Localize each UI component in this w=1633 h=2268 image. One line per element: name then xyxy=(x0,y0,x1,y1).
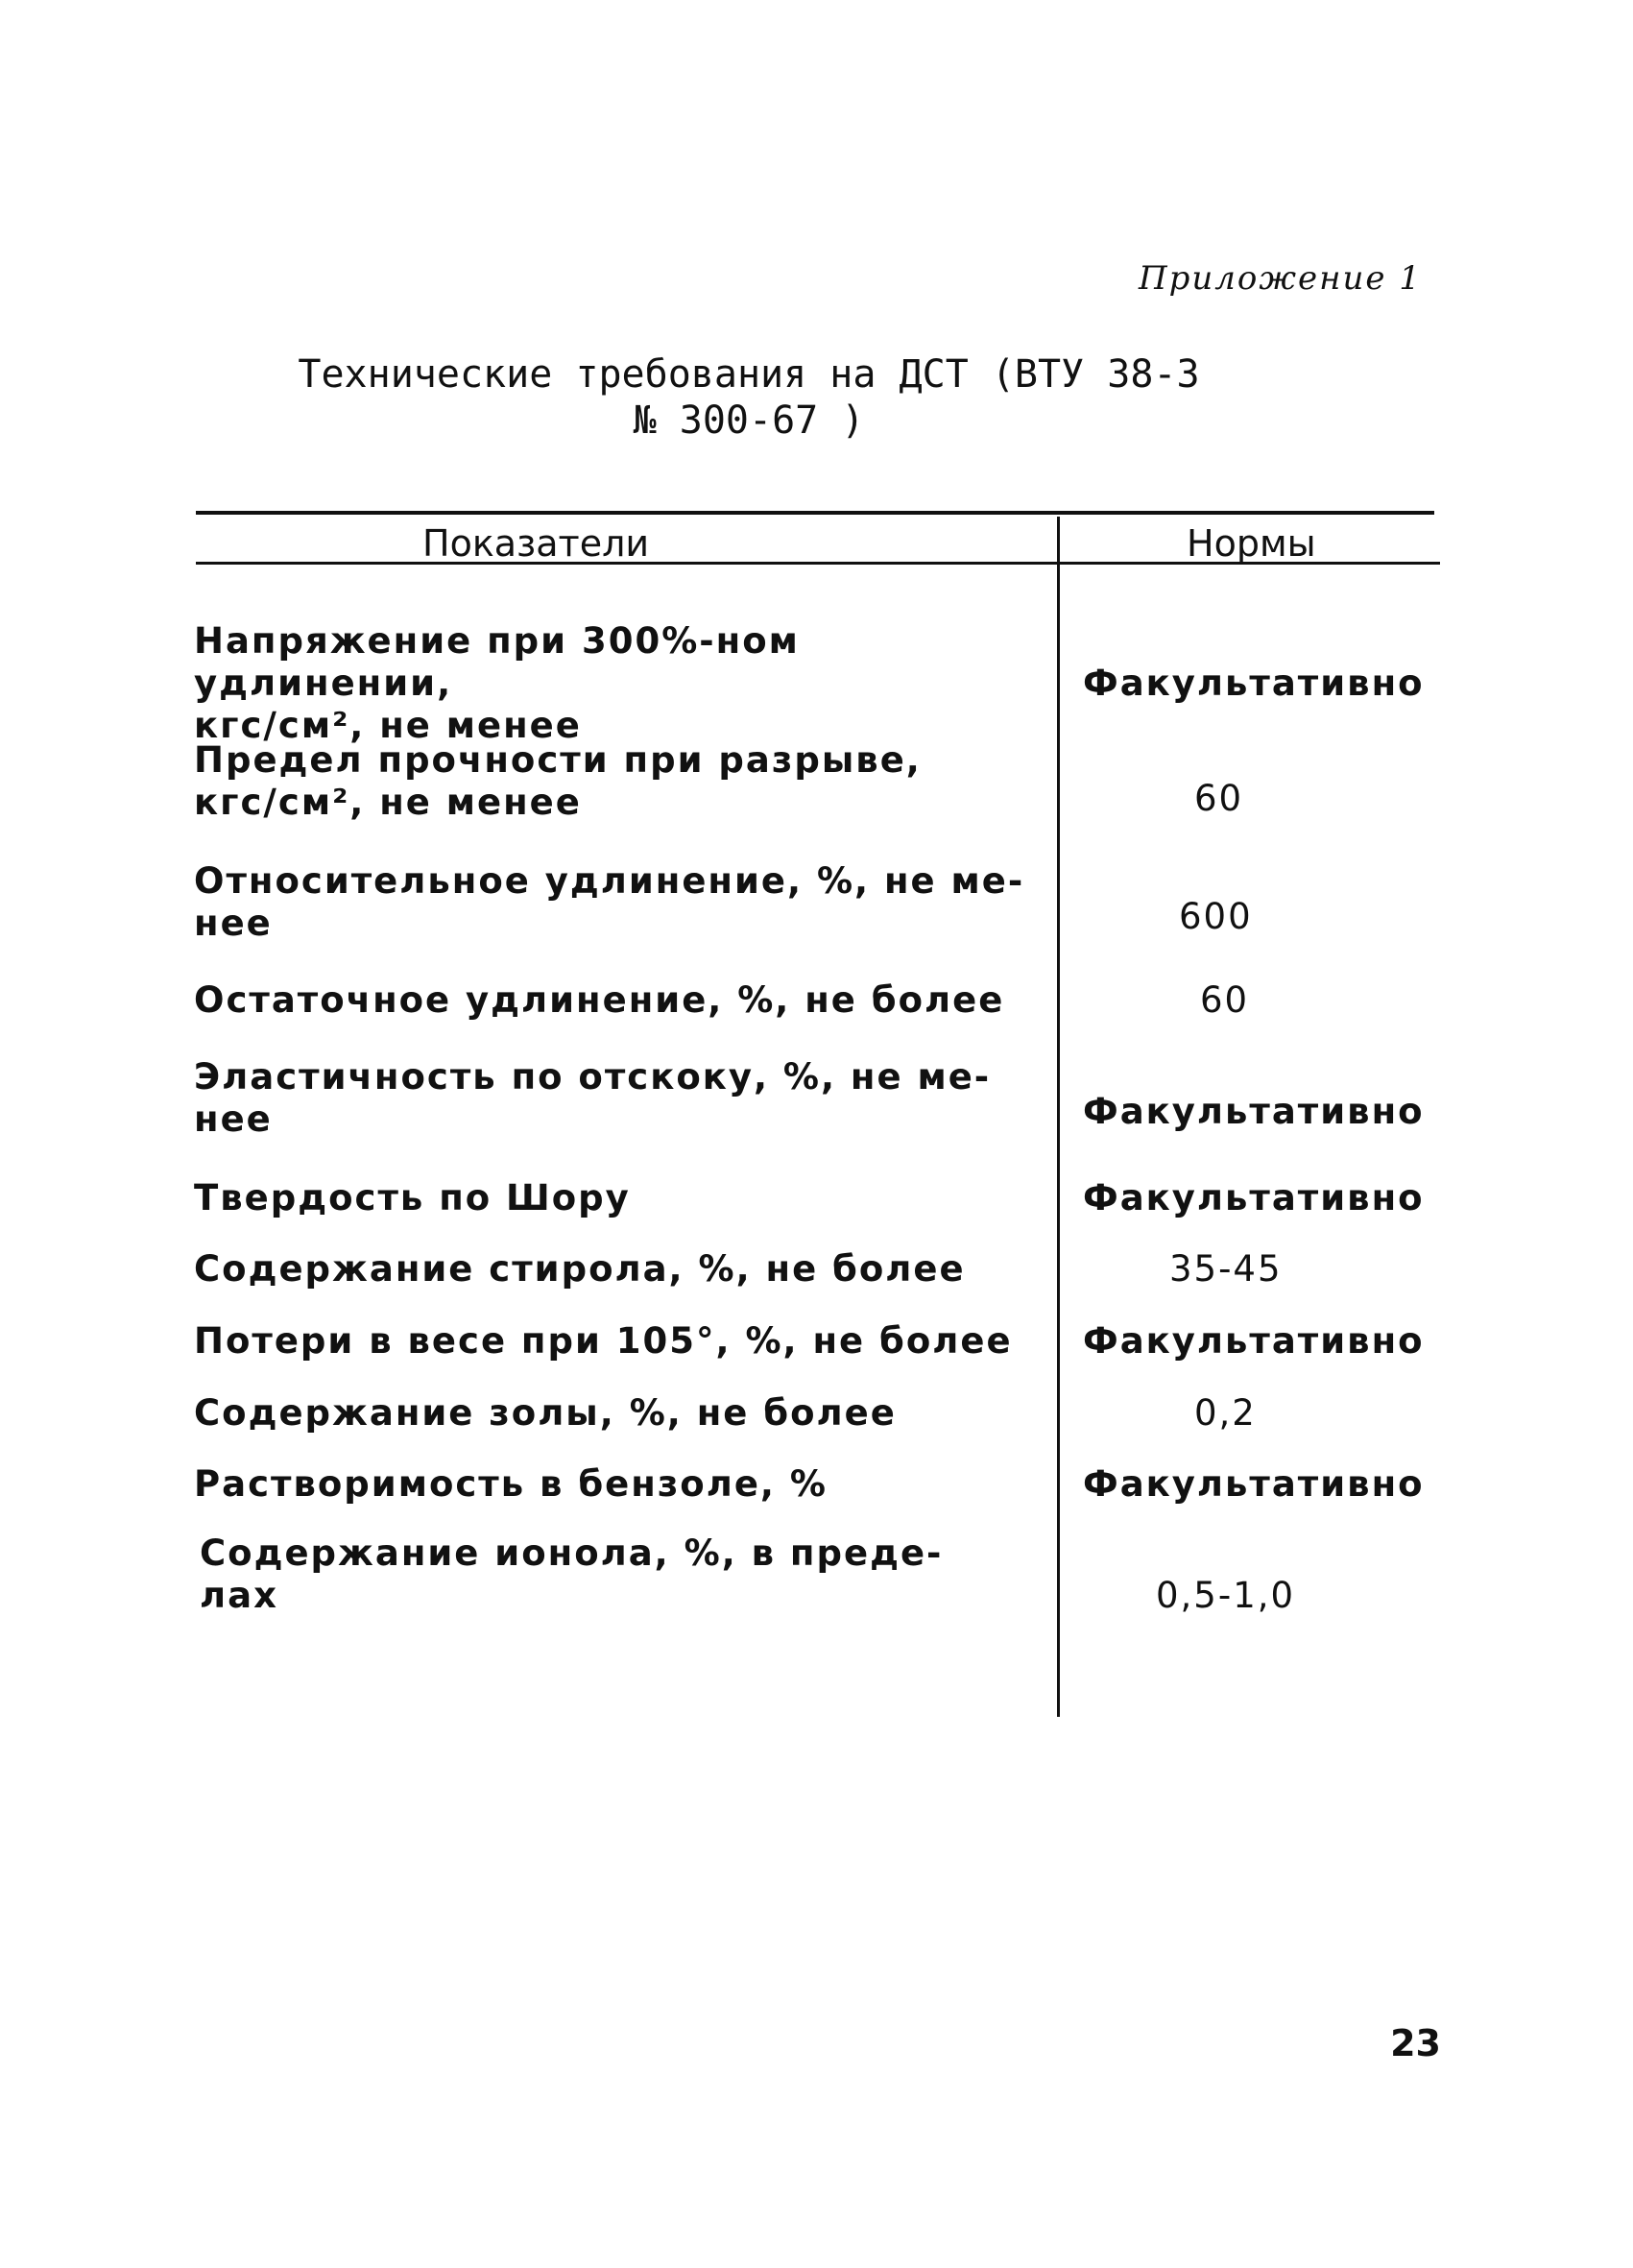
table-row-value: Факультативно xyxy=(1083,1091,1425,1132)
table-row-label xyxy=(200,1532,1045,1617)
table-row-value: 60 xyxy=(1194,778,1244,819)
table-row-value: 35-45 xyxy=(1169,1248,1283,1290)
row-label-line: Твердость по Шору xyxy=(194,1177,631,1218)
table-row-value: Факультативно xyxy=(1083,663,1425,704)
table-row-label xyxy=(194,1392,1039,1435)
header-indicators: Показатели xyxy=(422,522,650,565)
title-line-2: № 300-67 ) xyxy=(633,398,865,443)
table-row-value: Факультативно xyxy=(1083,1463,1425,1505)
row-label-line: нее xyxy=(194,903,273,944)
table-row-value: 0,5-1,0 xyxy=(1156,1575,1296,1616)
row-label-line: кгс/см², не менее xyxy=(194,705,582,746)
table-row-value: 60 xyxy=(1200,979,1250,1021)
row-label-line: Содержание ионола, %, в преде- xyxy=(200,1532,944,1574)
column-divider xyxy=(1057,517,1060,1717)
row-label-line: Потери в весе при 105°, %, не более xyxy=(194,1320,1013,1362)
table-row-label xyxy=(194,739,1039,824)
table-row-label xyxy=(194,1177,1039,1219)
table-top-rule xyxy=(196,511,1434,515)
table-row-label xyxy=(194,1248,1039,1291)
row-label-line: Относительное удлинение, %, не ме- xyxy=(194,860,1025,902)
row-label-line: Растворимость в бензоле, % xyxy=(194,1463,828,1505)
table-row-value: 600 xyxy=(1179,896,1253,937)
row-label-line: Предел прочности при разрыве, xyxy=(194,739,922,781)
table-row-label xyxy=(194,1056,1039,1141)
row-label-line: Остаточное удлинение, %, не более xyxy=(194,979,1005,1021)
page-number: 23 xyxy=(1390,2022,1441,2064)
row-label-line: Напряжение при 300%-ном удлинении, xyxy=(194,620,800,704)
page-title xyxy=(192,351,1306,444)
row-label-line: Содержание золы, %, не более xyxy=(194,1392,897,1434)
table-row-value: Факультативно xyxy=(1083,1320,1425,1362)
title-line-1: Технические требования на ДСТ (ВТУ 38-3 xyxy=(298,352,1200,397)
table-row-label xyxy=(194,979,1039,1022)
appendix-label: Приложение 1 xyxy=(1138,259,1422,298)
row-label-line: лах xyxy=(200,1575,278,1616)
row-label-line: нее xyxy=(194,1098,273,1140)
row-label-line: кгс/см², не менее xyxy=(194,782,582,823)
row-label-line: Эластичность по отскоку, %, не ме- xyxy=(194,1056,992,1098)
table-row-label xyxy=(194,620,1039,747)
header-norms: Нормы xyxy=(1187,522,1316,565)
row-label-line: Содержание стирола, %, не более xyxy=(194,1248,966,1290)
table-row-value: Факультативно xyxy=(1083,1177,1425,1218)
table-row-label xyxy=(194,1463,1039,1506)
table-row-label xyxy=(194,1320,1039,1363)
table-row-label xyxy=(194,860,1039,945)
table-row-value: 0,2 xyxy=(1194,1392,1257,1434)
